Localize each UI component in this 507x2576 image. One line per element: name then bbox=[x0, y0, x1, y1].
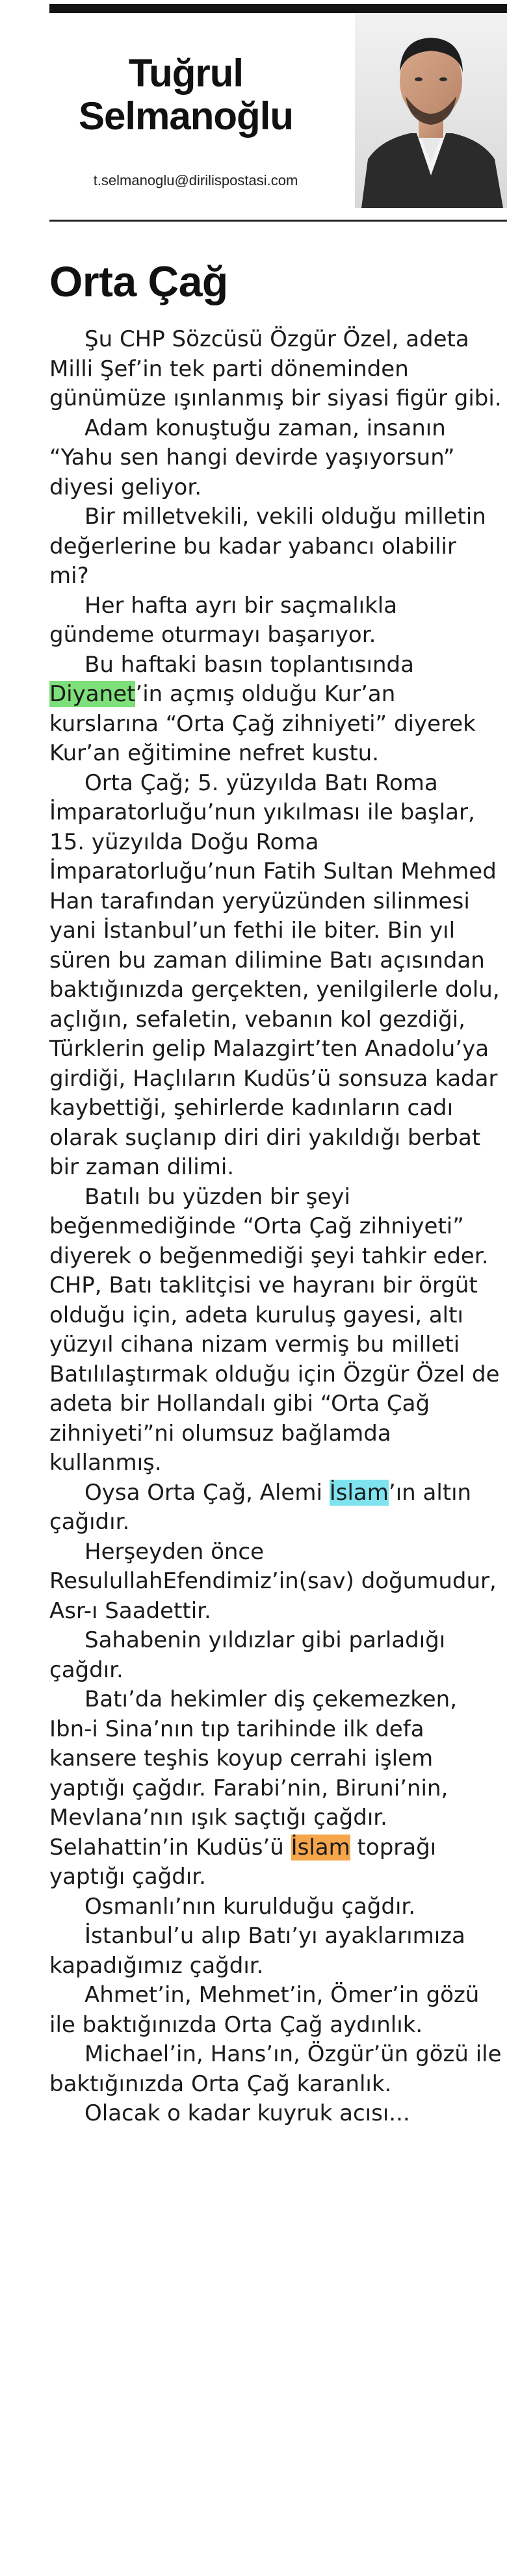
paragraph-text: toprağı yaptığı çağdır. bbox=[49, 1834, 437, 1890]
paragraph-text: İstanbul’u alıp Batı’yı ayaklarımıza kapadığımız çağdır. bbox=[49, 1923, 465, 1979]
highlighted-word: İslam bbox=[329, 1479, 389, 1506]
article-paragraph bbox=[49, 414, 502, 503]
paragraph-text: ’ın altın çağıdır. bbox=[49, 1479, 472, 1535]
article-paragraph bbox=[49, 1183, 502, 1478]
author-name bbox=[49, 52, 322, 138]
paragraph-text: Bu haftaki basın toplantısında bbox=[84, 651, 414, 678]
highlighted-word: Diyanet bbox=[49, 681, 136, 707]
paragraph-text: Her hafta ayrı bir saçmalıkla gündeme oturmayı başarıyor. bbox=[49, 592, 398, 648]
article-paragraph bbox=[49, 1981, 502, 2040]
highlighted-word: İslam bbox=[291, 1834, 350, 1861]
header-divider bbox=[49, 220, 507, 222]
article-paragraph bbox=[49, 1478, 502, 1538]
paragraph-text: Batı’da hekimler diş çekemezken, Ibn-i Sina’nın tıp tarihinde ilk defa kansere teşhis koyup cerrahi işlem yaptığı çağdır. Farabi’nin, Biruni’nin, Mevlana’nın ışık saçtığı çağdır. Selahattin’in Kudüs’ü bbox=[49, 1686, 458, 1861]
paragraph-text: Herşeyden önce ResulullahEfendimiz’in(sav) doğumudur, Asr-ı Saadettir. bbox=[49, 1538, 497, 1624]
article-paragraph bbox=[49, 2099, 502, 2129]
article-paragraph bbox=[49, 769, 502, 1183]
article-paragraph bbox=[49, 591, 502, 650]
paragraph-text: Bir milletvekili, vekili olduğu milletin değerlerine bu kadar yabancı olabilir mi? bbox=[49, 504, 486, 589]
paragraph-text: Orta Çağ; 5. yüzyılda Batı Roma İmparatorluğu’nun yıkılması ile başlar, 15. yüzyılda Doğu Roma İmparatorluğu’nun Fatih Sultan Mehmed Han tarafından yeryüzünden silinmesi yani İstanbul’un fethi ile biter. Bin yıl süren bu zaman dilimine Batı açısından baktığınızda gerçekten, yenilgilerle dolu, açlığın, sefaletin, vebanın kol gezdiği, Türklerin gelip Malazgirt’ten Anadolu’ya girdiği, Haçlıların Kudüs’ü sonsuza kadar kaybettiği, şehirlerde kadınların cadı olarak suçlanıp diri diri yakıldığı berbat bir zaman dilimi. bbox=[49, 769, 500, 1180]
article-body bbox=[49, 325, 502, 2129]
author-header bbox=[49, 13, 507, 208]
article-paragraph bbox=[49, 1922, 502, 1981]
article-title: Orta Çağ bbox=[49, 257, 228, 305]
paragraph-text: ’in açmış olduğu Kur’an kurslarına “Orta Çağ zihniyeti” diyerek Kur’an eğitimine nefret kustu. bbox=[49, 681, 476, 766]
top-rule bbox=[49, 4, 507, 13]
paragraph-text: Olacak o kadar kuyruk acısı... bbox=[84, 2100, 410, 2126]
paragraph-text: Michael’in, Hans’ın, Özgür’ün gözü ile baktığınızda Orta Çağ karanlık. bbox=[49, 2041, 502, 2097]
article-paragraph bbox=[49, 1892, 502, 1922]
paragraph-text: Osmanlı’nın kurulduğu çağdır. bbox=[84, 1893, 416, 1920]
article-paragraph bbox=[49, 2040, 502, 2099]
article-paragraph bbox=[49, 1538, 502, 1627]
article-paragraph bbox=[49, 650, 502, 769]
author-photo bbox=[355, 13, 507, 208]
paragraph-text: Şu CHP Sözcüsü Özgür Özel, adeta Milli Şef’in tek parti döneminden günümüze ışınlanmış bir siyasi figür gibi. bbox=[49, 326, 502, 411]
article-paragraph bbox=[49, 1626, 502, 1685]
article-paragraph bbox=[49, 502, 502, 591]
article-paragraph bbox=[49, 325, 502, 414]
paragraph-text: Sahabenin yıldızlar gibi parladığı çağdır. bbox=[49, 1627, 446, 1683]
paragraph-text: Oysa Orta Çağ, Alemi bbox=[84, 1479, 330, 1506]
article-paragraph bbox=[49, 1685, 502, 1892]
paragraph-text: Adam konuştuğu zaman, insanın “Yahu sen hangi devirde yaşıyorsun” diyesi geliyor. bbox=[49, 415, 455, 500]
paragraph-text: Ahmet’in, Mehmet’in, Ömer’in gözü ile baktığınızda Orta Çağ aydınlık. bbox=[49, 1982, 480, 2038]
paragraph-text: Batılı bu yüzden bir şeyi beğenmediğinde “Orta Çağ zihniyeti” diyerek o beğenmediği şeyi tahkir eder. CHP, Batı taklitçisi ve hayranı bir örgüt olduğu için, adeta kuruluş gayesi, altı yüzyıl cihana nizam vermiş bu milleti Batılılaştırmak olduğu için Özgür Özel de adeta bir Hollandalı gibi “Orta Çağ zihniyeti”ni olumsuz bağlamda kullanmış. bbox=[49, 1183, 500, 1476]
author-first-name: Tuğrul bbox=[128, 51, 244, 95]
author-email: t.selmanoglu@dirilispostasi.com bbox=[93, 172, 298, 188]
author-last-name: Selmanoğlu bbox=[78, 94, 294, 138]
